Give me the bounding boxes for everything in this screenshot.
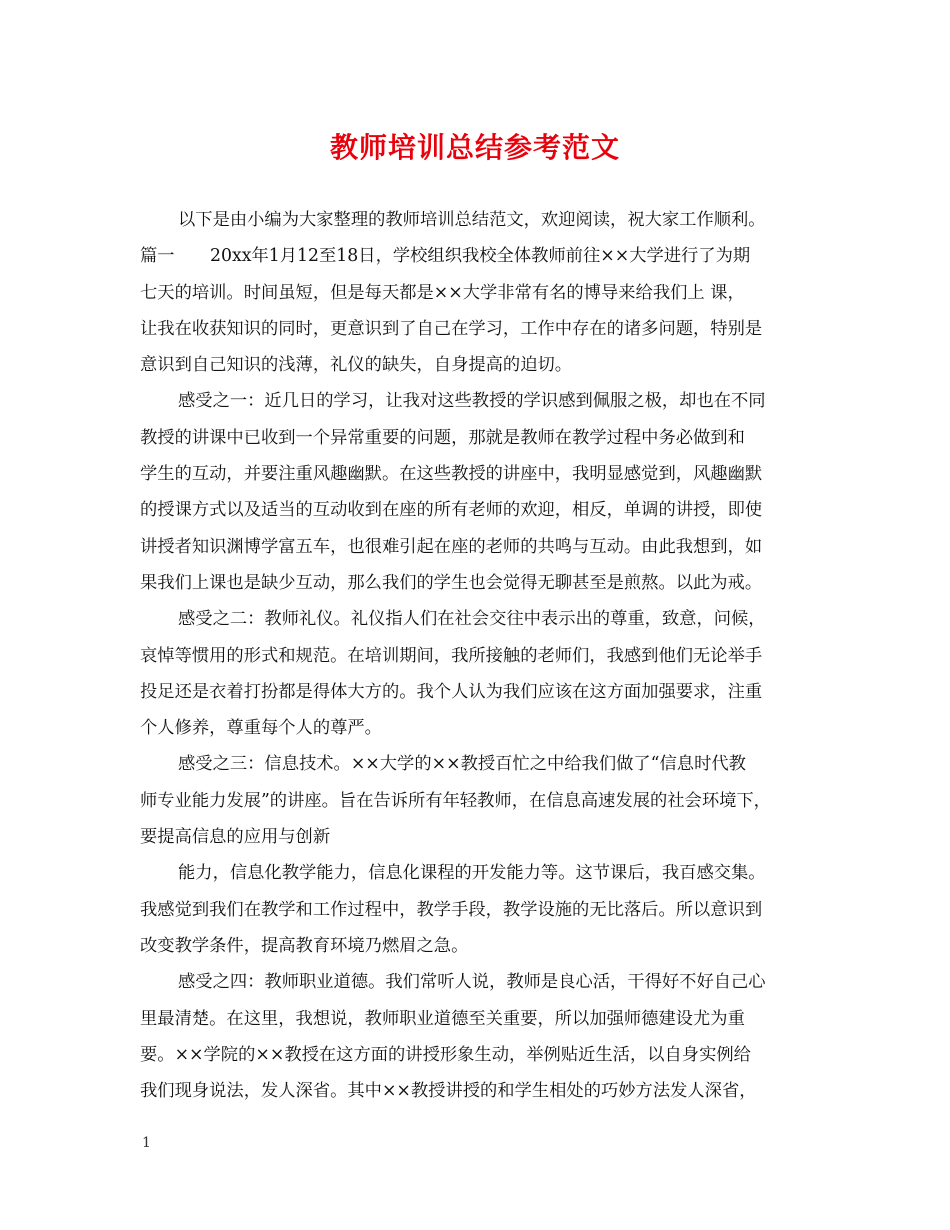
document-body [140,202,820,1109]
paragraph-line: 感受之一：近几日的学习，让我对这些教授的学识感到佩服之极，却也在不同 [178,391,766,412]
paragraph-line: 让我在收获知识的同时，更意识到了自己在学习，工作中存在的诸多问题，特别是 [140,318,763,339]
paragraph-line: 教授的讲课中已收到一个异常重要的问题，那就是教师在教学过程中务必做到和 [140,427,745,448]
document-title: 教师培训总结参考范文 [329,131,620,164]
paragraph-line: 哀悼等惯用的形式和规范。在培训期间，我所接触的老师们，我感到他们无论举手 [140,645,763,666]
paragraph-line: 我们现身说法，发人深省。其中××教授讲授的和学生相处的巧妙方法发人深省， [140,1081,757,1102]
paragraph-line: 的授课方式以及适当的互动收到在座的所有老师的欢迎，相反，单调的讲授，即使 [140,500,763,521]
paragraph-line: 里最清楚。在这里，我想说，教师职业道德至关重要，所以加强师德建设尤为重 [140,1008,745,1029]
paragraph-line: 学生的互动，并要注重风趣幽默。在这些教授的讲座中，我明显感觉到，风趣幽默 [140,464,763,485]
paragraph-line: 感受之四：教师职业道德。我们常听人说，教师是良心活，干得好不好自己心 [178,972,766,993]
paragraph-line: 以下是由小编为大家整理的教师培训总结范文，欢迎阅读，祝大家工作顺利。 [178,210,766,230]
paragraph-line: 七天的培训。时间虽短，但是每天都是××大学非常有名的博导来给我们上 课， [140,282,745,303]
paragraph-line: 意识到自己知识的浅薄，礼仪的缺失，自身提高的迫切。 [140,355,573,376]
paragraph-line: 果我们上课也是缺少互动，那么我们的学生也会觉得无聊甚至是煎熬。以此为戒。 [140,572,763,593]
paragraph-line [140,238,820,274]
paragraph-line: 投足还是衣着打扮都是得体大方的。我个人认为我们应该在这方面加强要求，注重 [140,681,763,702]
paragraph-line: 改变教学条件，提高教育环境乃燃眉之急。 [140,935,469,956]
paragraph-line: 要。××学院的××教授在这方面的讲授形象生动，举例贴近生活，以自身实例给 [140,1044,751,1065]
page-number: 1 [142,1135,151,1151]
paragraph-line: 感受之三：信息技术。××大学的××教授百忙之中给我们做了“信息时代教 [178,754,746,775]
paragraph-line: 感受之二：教师礼仪。礼仪指人们在社会交往中表示出的尊重，致意，问候， [178,609,766,630]
paragraph-line: 讲授者知识渊博学富五车，也很难引起在座的老师的共鸣与互动。由此我想到，如 [140,536,763,557]
paragraph-line: 个人修养，尊重每个人的尊严。 [140,718,382,739]
paragraph-line: 能力，信息化教学能力，信息化课程的开发能力等。这节课后，我百感交集。 [178,863,766,884]
paragraph-line: 师专业能力发展”的讲座。旨在告诉所有年轻教师，在信息高速发展的社会环境下， [140,790,771,811]
paragraph-line-text: 20xx年1月12至18日，学校组织我校全体教师前往××大学进行了为期 [210,246,751,267]
paragraph-line: 要提高信息的应用与创新 [140,827,331,848]
section-label: 篇一 [140,246,175,267]
paragraph-line: 我感觉到我们在教学和工作过程中，教学手段，教学设施的无比落后。所以意识到 [140,899,763,920]
